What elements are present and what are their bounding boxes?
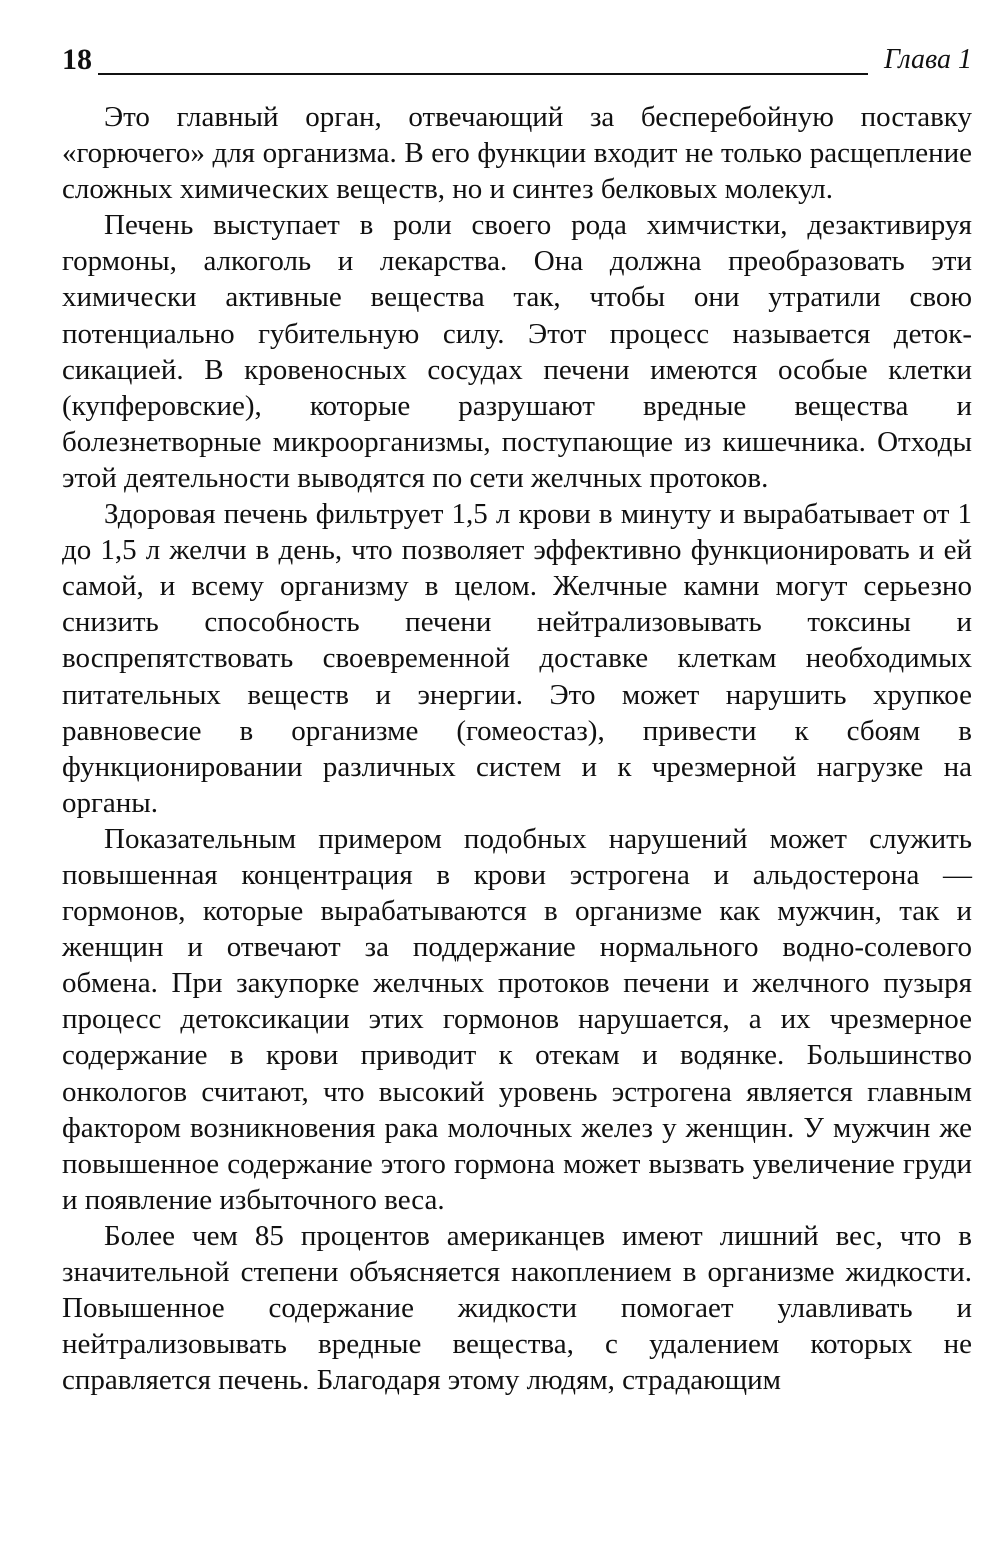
paragraph: Здоровая печень фильтрует 1,5 л крови в минуту и вырабатывает от 1 до 1,5 л желчи в день, что позволяет эффективно функционировать и ей самой, и всему организму в целом. Желчные камни могут серьезно снизить способность печени нейтрализовывать токсины и воспрепятствовать своевременной доставке клеткам необходимых питательных веществ и энергии. Это может нарушить хрупкое равновесие в организме (гомеостаз), привести к сбоям в функционировании различных систем и к чрезмерной нагрузке на органы. [62,498,972,819]
paragraph: Показательным примером подобных нарушений может служить повышенная концентрация в крови эстрогена и альдостерона — гормонов, которые вырабатываются в организме как мужчин, так и женщин и отвечают за поддержание нормального водно-солевого обмена. При закупорке желчных протоков печени и желчного пузыря процесс детоксикации этих гормонов нарушается, а их чрезмерное содержание в крови приводит к отекам и водянке. Большинство онкологов считают, что высокий уровень эстрогена является главным фактором возникновения рака молочных желез у женщин. У мужчин же повышенное содержание этого гормона может вызвать увеличение груди и появление избыточного веса. [62,822,972,1216]
header-rule [98,73,868,75]
paragraph: Более чем 85 процентов американцев имеют лишний вес, что в значительной степени объясняется накоплением в организме жидкости. Повышенное содержание жидкости помогает улавливать и нейтрализовывать вредные вещества, с удалением которых не справляется печень. Благодаря этому людям, страдающим [62,1219,972,1397]
body-text [62,99,972,1398]
page-number: 18 [62,43,92,76]
paragraph: Это главный орган, отвечающий за бесперебойную поставку «горючего» для организма. В его функции входит не только расщепление сложных химических веществ, но и синтез белковых молекул. [62,101,972,206]
book-page [62,40,972,1540]
running-head [62,40,972,80]
paragraph: Печень выступает в роли своего рода химчистки, дезактивируя гормоны, алкоголь и лекарства. Она должна преобразовать эти химически активные вещества так, чтобы они утратили свою потенциально губительную силу. Этот процесс называется детоксикацией. В кровеносных сосудах печени имеются особые клетки (купферовские), которые разрушают вредные вещества и болезнетворные микроорганизмы, поступающие из кишечника. Отходы этой деятельности выводятся по сети желчных протоков. [62,209,972,494]
chapter-title: Глава 1 [884,44,972,75]
